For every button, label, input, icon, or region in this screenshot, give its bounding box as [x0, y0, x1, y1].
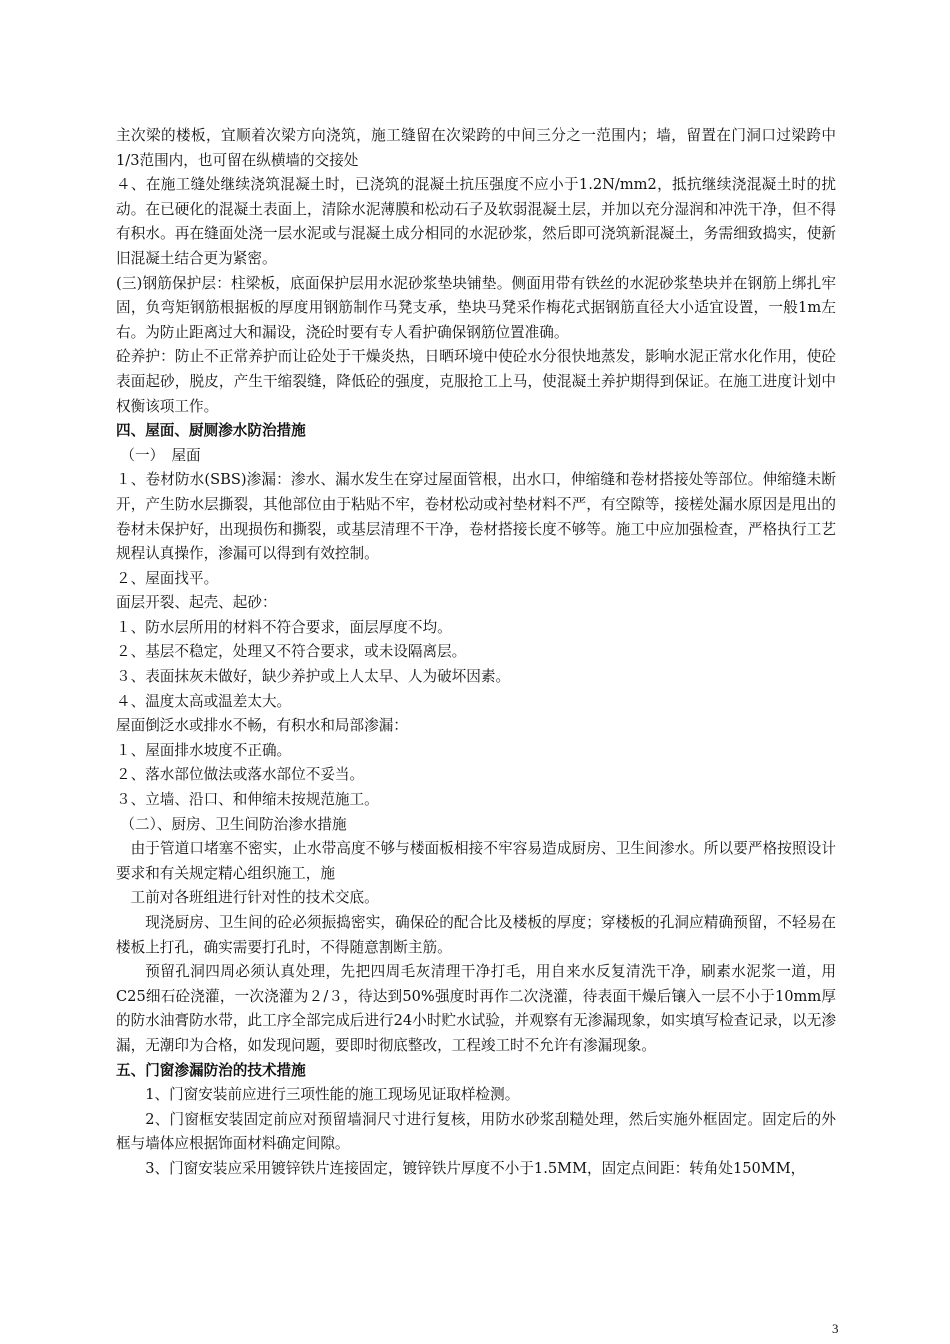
list-item: １、防水层所用的材料不符合要求，面层厚度不均。	[116, 618, 452, 636]
subsection-heading: （一） 屋面	[120, 446, 201, 464]
paragraph: 屋面倒泛水或排水不畅，有积水和局部渗漏：	[116, 717, 408, 735]
paragraph: 预留孔洞四周必须认真处理，先把四周毛灰清理干净打毛，用自来水反复清洗干净，刷素水泥浆一道，用C25细石砼浇灌，一次浇灌为２/３，待达到50%强度时再作二次浇灌，待表面干燥后镶入一层不小于10mm厚的防水油膏防水带，此工序全部完成后进行24小时贮水试验，并观察有无渗漏现象，如实填写检查记录，以无渗漏，无潮印为合格，如发现问题，要即时彻底整改，工程竣工时不允许有渗漏现象。	[116, 963, 836, 1054]
document-body	[116, 124, 836, 1182]
list-item: ４、温度太高或温差太大。	[116, 692, 292, 710]
paragraph: 由于管道口堵塞不密实，止水带高度不够与楼面板相接不牢容易造成厨房、卫生间渗水。所以要严格按照设计要求和有关规定精心组织施工，施	[116, 840, 836, 882]
subsection-heading: （二）、厨房、卫生间防治渗水措施	[120, 815, 347, 833]
paragraph: 现浇厨房、卫生间的砼必须振捣密实，确保砼的配合比及楼板的厚度；穿楼板的孔洞应精确预留，不轻易在楼板上打孔，确实需要打孔时，不得随意割断主筋。	[116, 914, 836, 956]
list-item: ３、表面抹灰未做好，缺少养护或上人太早、人为破坏因素。	[116, 668, 511, 686]
list-item: 1、门窗安装前应进行三项性能的施工现场见证取样检测。	[145, 1086, 520, 1104]
list-item: ３、立墙、沿口、和伸缩未按规范施工。	[116, 791, 379, 809]
paragraph: 主次梁的楼板，宜顺着次梁方向浇筑，施工缝留在次梁跨的中间三分之一范围内；墙，留置在门洞口过梁跨中1/3范围内，也可留在纵横墙的交接处	[116, 127, 836, 169]
section-heading: 五、门窗渗漏防治的技术措施	[116, 1061, 306, 1079]
list-item: ２、落水部位做法或落水部位不妥当。	[116, 766, 365, 784]
paragraph: １、卷材防水(SBS)渗漏：渗水、漏水发生在穿过屋面管根，出水口，伸缩缝和卷材搭接处等部位。伸缩缝未断开，产生防水层撕裂，其他部位由于粘贴不牢，卷材松动或衬垫材料不严，有空隙等，接槎处漏水原因是甩出的卷材未保护好，出现损伤和撕裂，或基层清理不干净，卷材搭接长度不够等。施工中应加强检查，严格执行工艺规程认真操作，渗漏可以得到有效控制。	[116, 471, 836, 563]
list-item: １、屋面排水坡度不正确。	[116, 741, 292, 759]
paragraph: (三)钢筋保护层：柱梁板，底面保护层用水泥砂浆垫块铺垫。侧面用带有铁丝的水泥砂浆垫块并在钢筋上绑扎牢固，负弯矩钢筋根据板的厚度用钢筋制作马凳支承，垫块马凳采作梅花式据钢筋直径大小适宜设置，一般1m左右。为防止距离过大和漏设，浇砼时要有专人看护确保钢筋位置准确。	[116, 274, 836, 341]
list-item: 2、门窗框安装固定前应对预留墙洞尺寸进行复核，用防水砂浆刮糙处理，然后实施外框固定。固定后的外框与墙体应根据饰面材料确定间隙。	[116, 1110, 836, 1153]
section-heading: 四、屋面、厨厕渗水防治措施	[116, 422, 306, 440]
paragraph: 砼养护：防止不正常养护而让砼处于干燥炎热，日晒环境中使砼水分很快地蒸发，影响水泥正常水化作用，使砼表面起砂，脱皮，产生干缩裂缝，降低砼的强度，克服抢工上马，使混凝土养护期得到保证。在施工进度计划中权衡该项工作。	[116, 348, 836, 415]
paragraph: ４、在施工缝处继续浇筑混凝土时，已浇筑的混凝土抗压强度不应小于1.2N/mm2，抵抗继续浇混凝土时的扰动。在已硬化的混凝土表面上，清除水泥薄膜和松动石子及软弱混凝土层，并加以充分湿润和冲洗干净，但不得有积水。再在缝面处浇一层水泥或与混凝土成分相同的水泥砂浆，然后即可浇筑新混凝土，务需细致捣实，使新旧混凝土结合更为紧密。	[116, 176, 836, 267]
page-number: 3	[832, 1321, 839, 1336]
list-item: ２、屋面找平。	[116, 569, 219, 587]
list-item: ２、基层不稳定，处理又不符合要求，或未设隔离层。	[116, 643, 467, 661]
paragraph: 面层开裂、起壳、起砂：	[116, 594, 277, 612]
paragraph: 工前对各班组进行针对性的技术交底。	[130, 889, 379, 907]
list-item: 3、门窗安装应采用镀锌铁片连接固定，镀锌铁片厚度不小于1.5MM，固定点间距：转角处150MM，	[145, 1159, 806, 1177]
